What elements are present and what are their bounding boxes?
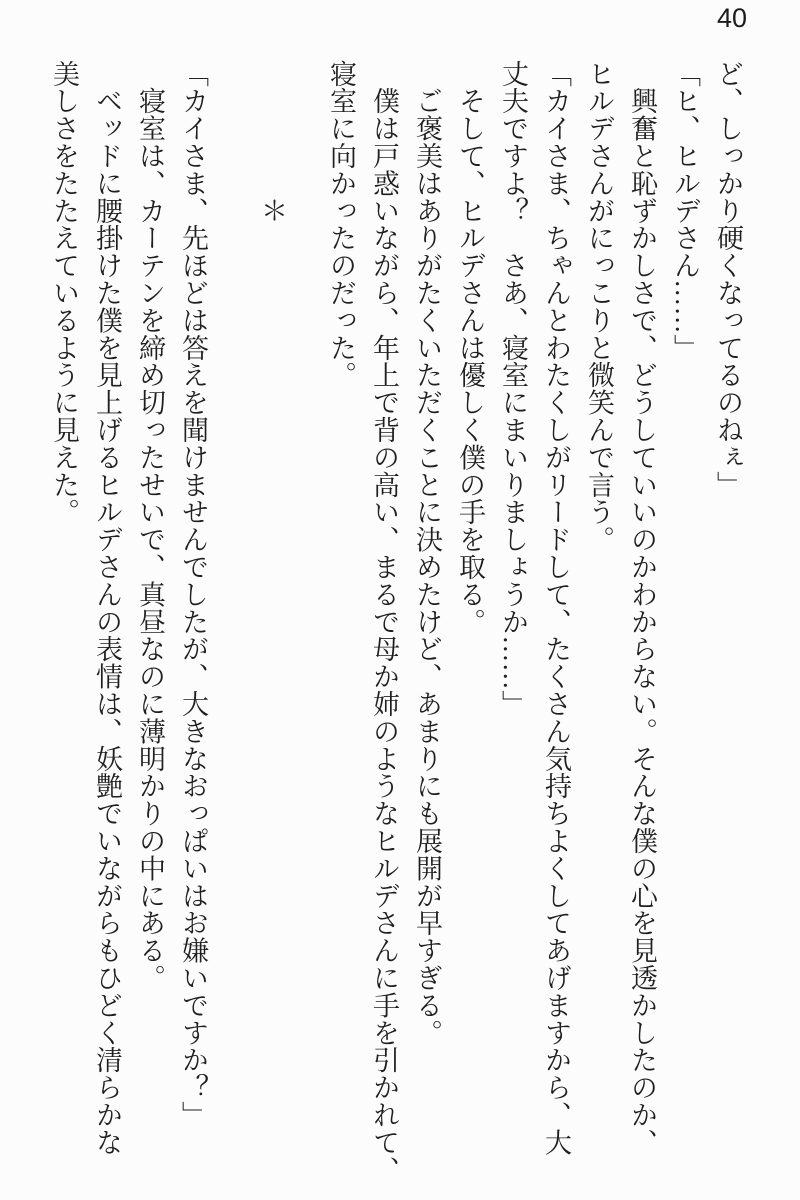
text-column: 「カイさま、先ほどは答えを聞けませんでしたが、大きなおっぱいはお嫌いですか？」 (178, 60, 208, 1129)
text-area (42, 60, 749, 1190)
text-column: ど、しっかり硬くなってるのねぇ」 (713, 60, 743, 499)
text-column: 「カイさま、ちゃんとわたくしがリードして、たくさん気持ちよくしてあげますから、大 (541, 60, 571, 1156)
text-column: 丈夫ですよ？ さあ、寝室にまいりましょうか……」 (498, 60, 528, 718)
text-column: ご褒美はありがたくいただくことに決めたけど、あまりにも展開が早すぎる。 (412, 60, 442, 1047)
page-number: 40 (716, 3, 748, 33)
text-column: 僕は戸惑いながら、年上で背の高い、まるで母か姉のようなヒルデさんに手を引かれて、 (369, 60, 399, 1184)
text-column: 寝室は、カーテンを締め切ったせいで、真昼なのに薄明かりの中にある。 (135, 60, 165, 992)
text-column: 美しさをたたえているように見えた。 (49, 60, 79, 526)
text-column: 興奮と恥ずかしさで、どうしていいのかわからない。そんな僕の心を見透かしたのか、 (627, 60, 657, 1156)
text-column: そして、ヒルデさんは優しく僕の手を取る。 (455, 60, 485, 636)
text-column: ベッドに腰掛けた僕を見上げるヒルデさんの表情は、妖艶でいながらもひどく清らかな (92, 60, 122, 1156)
text-column: 「ヒ、ヒルデさん……」 (670, 60, 700, 362)
section-break-asterisk: ＊ (257, 60, 287, 225)
text-column: 寝室に向かったのだった。 (326, 60, 356, 389)
text-column: ヒルデさんがにっこりと微笑んで言う。 (584, 60, 614, 554)
